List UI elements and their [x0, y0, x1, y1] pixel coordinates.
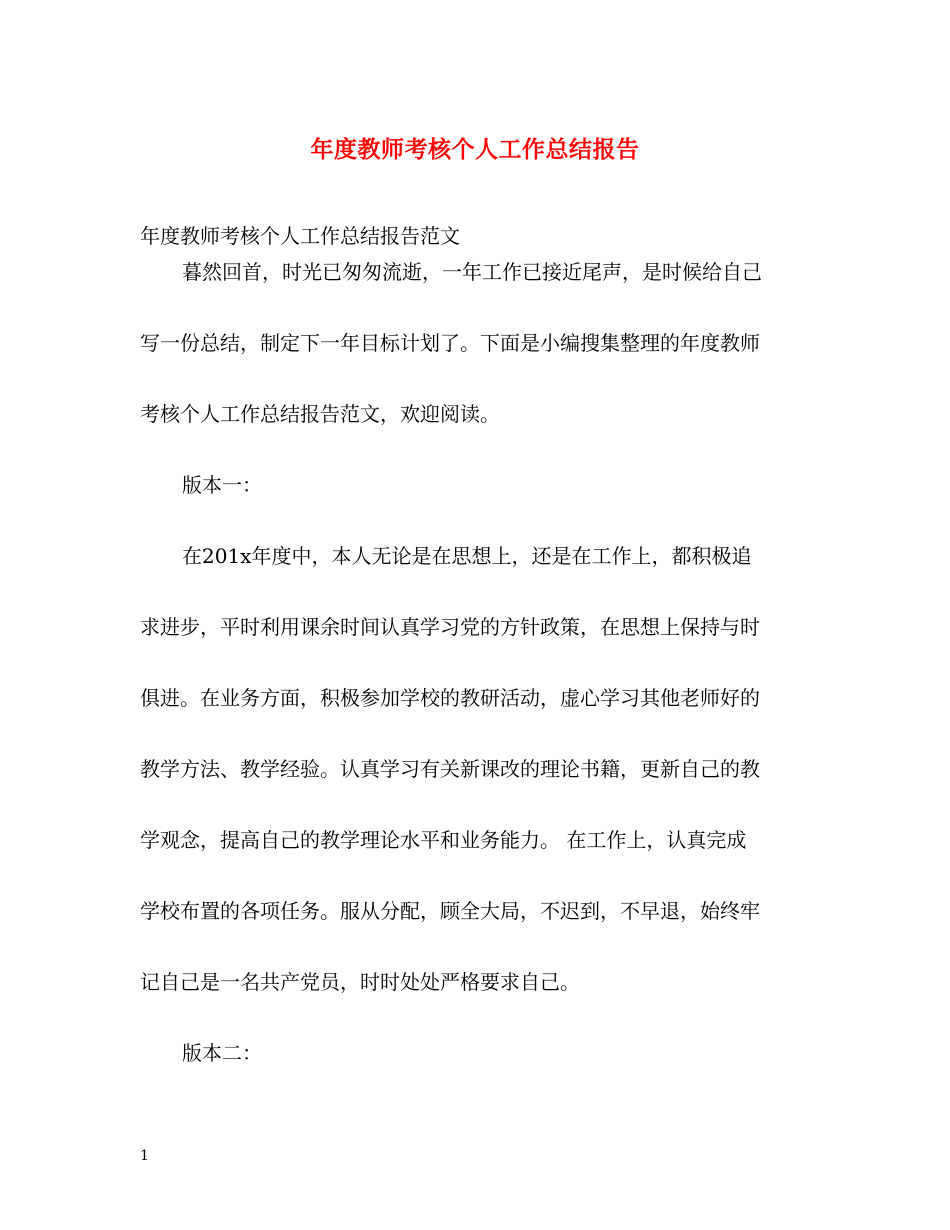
paragraph-line: 教学方法、教学经验。认真学习有关新课改的理论书籍，更新自己的教 — [140, 757, 760, 781]
section-heading-version-two: 版本二： — [182, 1041, 262, 1065]
document-subtitle: 年度教师考核个人工作总结报告范文 — [140, 224, 460, 248]
paragraph-line: 在201x年度中，本人无论是在思想上，还是在工作上，都积极追 — [182, 544, 752, 568]
paragraph-line: 暮然回首，时光已匆匆流逝，一年工作已接近尾声，是时候给自己 — [182, 260, 762, 284]
paragraph-line: 俱进。在业务方面，积极参加学校的教研活动，虚心学习其他老师好的 — [140, 686, 760, 710]
paragraph-line: 求进步，平时利用课余时间认真学习党的方针政策，在思想上保持与时 — [140, 615, 760, 639]
section-heading-version-one: 版本一： — [182, 473, 262, 497]
paragraph-line: 考核个人工作总结报告范文，欢迎阅读。 — [140, 402, 500, 426]
document-title: 年度教师考核个人工作总结报告 — [310, 136, 640, 163]
paragraph-line: 学观念，提高自己的教学理论水平和业务能力。 在工作上，认真完成 — [140, 828, 747, 852]
paragraph-line: 写一份总结，制定下一年目标计划了。下面是小编搜集整理的年度教师 — [140, 331, 760, 355]
paragraph-line: 记自己是一名共产党员，时时处处严格要求自己。 — [140, 970, 580, 994]
paragraph-line: 学校布置的各项任务。服从分配，顾全大局，不迟到，不早退，始终牢 — [140, 899, 760, 923]
page-number: 1 — [140, 1148, 149, 1164]
